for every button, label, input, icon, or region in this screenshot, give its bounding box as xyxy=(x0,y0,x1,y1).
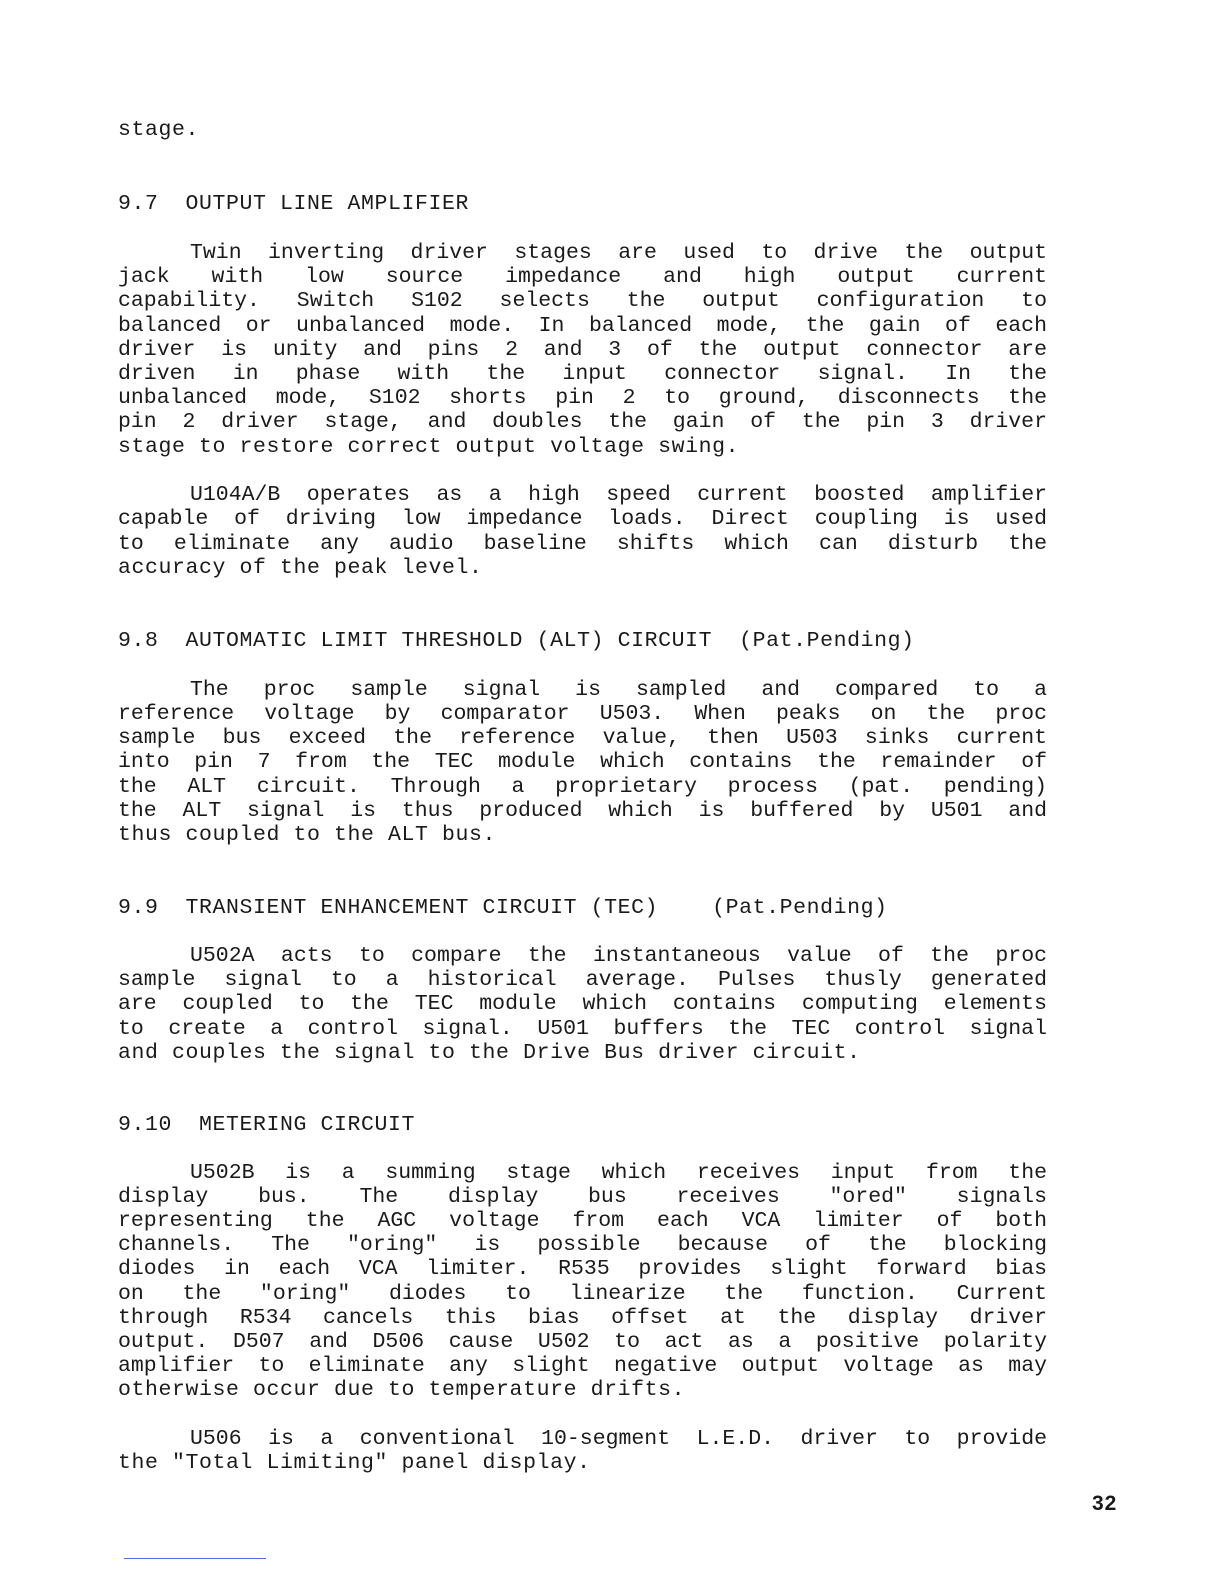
paragraph-line: The proc sample signal is sampled and compared to a xyxy=(190,678,1047,702)
paragraph-line: pin 2 driver stage, and doubles the gain of the pin 3 driver xyxy=(118,410,1047,434)
paragraph-line: thus coupled to the ALT bus. xyxy=(118,823,497,847)
paragraph-line: stage to restore correct output voltage swing. xyxy=(118,435,740,459)
paragraph-line: to create a control signal. U501 buffers the TEC control signal xyxy=(118,1017,1047,1041)
paragraph-line: diodes in each VCA limiter. R535 provides slight forward bias xyxy=(118,1257,1047,1281)
paragraph-line: amplifier to eliminate any slight negative output voltage as may xyxy=(118,1354,1047,1378)
paragraph-line: and couples the signal to the Drive Bus driver circuit. xyxy=(118,1041,861,1065)
paragraph-line: on the "oring" diodes to linearize the function. Current xyxy=(118,1282,1047,1306)
paragraph-line: U104A/B operates as a high speed current boosted amplifier xyxy=(190,483,1047,507)
paragraph-line: jack with low source impedance and high output current xyxy=(118,265,1047,289)
paragraph-line: balanced or unbalanced mode. In balanced mode, the gain of each xyxy=(118,314,1047,338)
paragraph-line: the ALT signal is thus produced which is buffered by U501 and xyxy=(118,799,1047,823)
paragraph-line: otherwise occur due to temperature drifts. xyxy=(118,1378,686,1402)
paragraph-line: sample signal to a historical average. Pulses thusly generated xyxy=(118,968,1047,992)
footer-rule xyxy=(124,1558,266,1559)
paragraph-line: display bus. The display bus receives "ored" signals xyxy=(118,1185,1047,1209)
paragraph-line: the "Total Limiting" panel display. xyxy=(118,1451,591,1475)
paragraph-line: to eliminate any audio baseline shifts which can disturb the xyxy=(118,532,1047,556)
section-heading-9-7: 9.7 OUTPUT LINE AMPLIFIER xyxy=(118,192,470,216)
paragraph-line: unbalanced mode, S102 shorts pin 2 to ground, disconnects the xyxy=(118,386,1047,410)
page-number: 32 xyxy=(1092,1492,1118,1515)
paragraph-line: accuracy of the peak level. xyxy=(118,556,483,580)
paragraph-line: U506 is a conventional 10-segment L.E.D. driver to provide xyxy=(190,1427,1047,1451)
paragraph-line: output. D507 and D506 cause U502 to act as a positive polarity xyxy=(118,1330,1047,1354)
paragraph-line: Twin inverting driver stages are used to drive the output xyxy=(190,241,1047,265)
paragraph-line: sample bus exceed the reference value, then U503 sinks current xyxy=(118,726,1047,750)
section-heading-9-10: 9.10 METERING CIRCUIT xyxy=(118,1113,416,1137)
paragraph-line: U502B is a summing stage which receives input from the xyxy=(190,1161,1047,1185)
section-heading-9-8: 9.8 AUTOMATIC LIMIT THRESHOLD (ALT) CIRCUIT (Pat.Pending) xyxy=(118,629,915,653)
paragraph-line: U502A acts to compare the instantaneous value of the proc xyxy=(190,944,1047,968)
paragraph-line: the ALT circuit. Through a proprietary process (pat. pending) xyxy=(118,775,1047,799)
paragraph-line: capable of driving low impedance loads. Direct coupling is used xyxy=(118,507,1047,531)
paragraph-line: channels. The "oring" is possible because of the blocking xyxy=(118,1233,1047,1257)
intro-line: stage. xyxy=(118,118,200,142)
paragraph-line: driver is unity and pins 2 and 3 of the output connector are xyxy=(118,338,1047,362)
section-heading-9-9: 9.9 TRANSIENT ENHANCEMENT CIRCUIT (TEC) (Pat.Pending) xyxy=(118,896,888,920)
paragraph-line: representing the AGC voltage from each VCA limiter of both xyxy=(118,1209,1047,1233)
paragraph-line: are coupled to the TEC module which contains computing elements xyxy=(118,992,1047,1016)
paragraph-line: reference voltage by comparator U503. When peaks on the proc xyxy=(118,702,1047,726)
paragraph-line: capability. Switch S102 selects the output configuration to xyxy=(118,289,1047,313)
paragraph-line: driven in phase with the input connector signal. In the xyxy=(118,362,1047,386)
paragraph-line: through R534 cancels this bias offset at the display driver xyxy=(118,1306,1047,1330)
paragraph-line: into pin 7 from the TEC module which contains the remainder of xyxy=(118,750,1047,774)
